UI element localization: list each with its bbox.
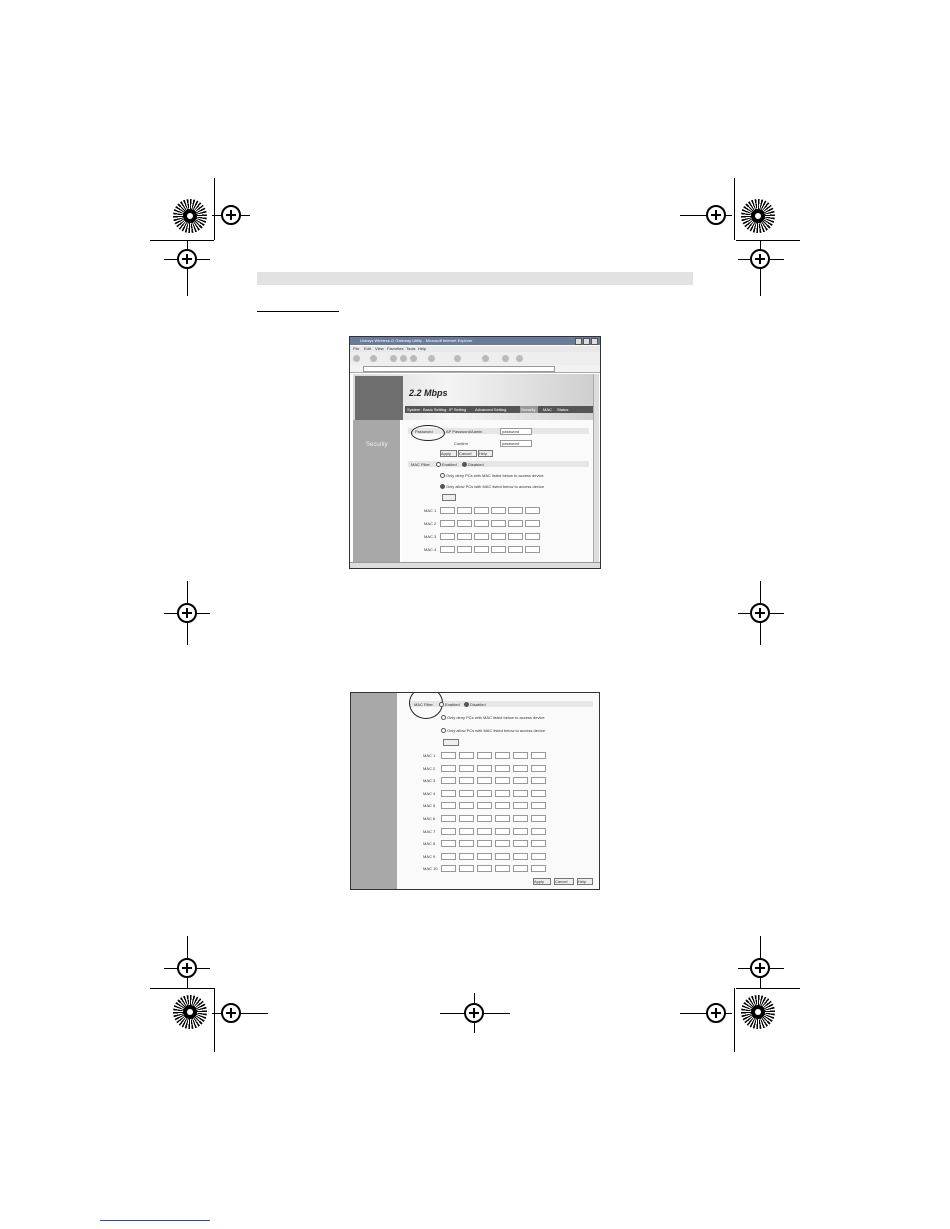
menu-favorites[interactable]: Favorites (387, 346, 404, 351)
mac-octet-input[interactable] (477, 828, 492, 835)
mac-filter-disabled-radio[interactable] (464, 702, 469, 707)
mac-octet-input[interactable] (477, 853, 492, 860)
browser-screenshot (349, 336, 601, 569)
mac-octet-input[interactable] (441, 853, 456, 860)
mac-row-label: MAC 2 (424, 521, 437, 526)
mac-octet-input[interactable] (459, 765, 474, 772)
mac-octet-input[interactable] (474, 507, 489, 514)
mac-row-label: MAC 4 (423, 790, 436, 796)
allow-radio[interactable] (441, 728, 446, 733)
mac-octet-input[interactable] (441, 802, 456, 809)
mac-octet-input[interactable] (491, 507, 506, 514)
crop-line (214, 988, 215, 1052)
page-select[interactable] (442, 494, 456, 501)
registration-mark-icon (221, 205, 241, 225)
mac-octet-input[interactable] (531, 802, 546, 809)
registration-mark-icon (177, 249, 197, 269)
mac-octet-input[interactable] (441, 840, 456, 847)
mac-octet-input[interactable] (495, 752, 510, 759)
enabled-label: Enabled (442, 462, 457, 467)
mac-octet-input[interactable] (474, 520, 489, 527)
mac-octet-input[interactable] (491, 546, 506, 553)
mac-octet-input[interactable] (513, 765, 528, 772)
starburst-mark-icon (741, 995, 775, 1029)
cancel-button[interactable] (458, 450, 477, 457)
allow-text: Only allow PCs with MAC listed below to access device (447, 728, 546, 733)
address-input[interactable] (363, 366, 555, 372)
media-icon[interactable] (482, 355, 489, 362)
registration-mark-icon (750, 249, 770, 269)
mac-row-label: MAC 3 (424, 534, 437, 539)
mac-octet-input[interactable] (491, 533, 506, 540)
mac-octet-input[interactable] (525, 533, 540, 540)
registration-mark-icon (464, 1003, 484, 1023)
window-title: Linksys Wireless-G Gateway Utility - Microsoft Internet Explorer (360, 338, 473, 343)
crop-line (150, 240, 214, 241)
mac-octet-input[interactable] (440, 520, 455, 527)
mac-octet-input[interactable] (459, 815, 474, 822)
mac-octet-input[interactable] (531, 752, 546, 759)
page-select[interactable] (443, 739, 459, 746)
mac-octet-input[interactable] (531, 828, 546, 835)
enabled-label: Enabled (445, 702, 460, 707)
mac-octet-input[interactable] (457, 507, 472, 514)
home-icon[interactable] (410, 355, 417, 362)
stop-icon[interactable] (390, 355, 397, 362)
crop-line (736, 988, 800, 989)
mac-octet-input[interactable] (508, 507, 523, 514)
back-icon[interactable] (353, 355, 360, 362)
mac-filter-disabled-radio[interactable] (462, 462, 467, 467)
crop-line (150, 988, 214, 989)
mac-octet-input[interactable] (441, 828, 456, 835)
deny-radio[interactable] (441, 715, 446, 720)
mac-octet-input[interactable] (477, 790, 492, 797)
mac-row-label: MAC 6 (423, 816, 436, 821)
mac-row-label: MAC 8 (423, 841, 436, 847)
mac-octet-input[interactable] (531, 790, 546, 797)
window-titlebar (350, 337, 600, 345)
mac-octet-input[interactable] (495, 802, 510, 809)
mac-filter-enabled-radio[interactable] (439, 702, 444, 707)
apply-button[interactable] (533, 878, 551, 885)
crop-line (214, 178, 215, 240)
favorites-icon[interactable] (454, 355, 461, 362)
mac-octet-input[interactable] (459, 865, 474, 872)
menu-view[interactable]: View (375, 346, 384, 351)
mac-octet-input[interactable] (441, 752, 456, 759)
browser-toolbar (350, 352, 600, 366)
content-panel (402, 420, 593, 562)
mac-octet-input[interactable] (477, 815, 492, 822)
mail-icon[interactable] (502, 355, 509, 362)
help-button[interactable] (577, 878, 593, 885)
registration-mark-icon (177, 958, 197, 978)
mac-octet-input[interactable] (525, 546, 540, 553)
mac-octet-input[interactable] (531, 777, 546, 784)
header-band (257, 272, 693, 285)
apply-label: Apply (534, 879, 545, 884)
mac-row-label: MAC 10 (423, 866, 438, 872)
sidebar-label: Security (366, 442, 388, 448)
mac-octet-input[interactable] (477, 865, 492, 872)
mac-octet-input[interactable] (440, 533, 455, 540)
banner-photo (355, 376, 403, 420)
mac-octet-input[interactable] (477, 802, 492, 809)
content-panel (397, 693, 599, 889)
mac-octet-input[interactable] (474, 533, 489, 540)
mac-octet-input[interactable] (495, 865, 510, 872)
mac-octet-input[interactable] (531, 765, 546, 772)
mac-row-label: MAC 5 (423, 803, 436, 809)
mac-octet-input[interactable] (513, 853, 528, 860)
deny-text: Only deny PCs with MAC listed below to access device (446, 473, 544, 478)
mac-octet-input[interactable] (477, 777, 492, 784)
mac-octet-input[interactable] (477, 752, 492, 759)
print-icon[interactable] (516, 355, 523, 362)
registration-mark-icon (750, 958, 770, 978)
mac-octet-input[interactable] (513, 777, 528, 784)
apply-button[interactable] (440, 450, 457, 457)
link-underline (100, 1220, 210, 1221)
mac-octet-input[interactable] (459, 777, 474, 784)
nav-ip-setting[interactable]: IP Setting (449, 407, 467, 412)
deny-radio[interactable] (440, 473, 445, 478)
mac-octet-input[interactable] (495, 853, 510, 860)
mac-row-label: MAC 2 (423, 765, 436, 771)
nav-status[interactable]: Status (557, 407, 569, 412)
forward-icon[interactable] (370, 355, 377, 362)
mac-octet-input[interactable] (513, 802, 528, 809)
mac-octet-input[interactable] (459, 790, 474, 797)
help-label: Help (578, 879, 587, 884)
registration-mark-icon (177, 603, 197, 623)
crop-line (736, 240, 800, 241)
mac-octet-input[interactable] (495, 815, 510, 822)
registration-mark-icon (750, 603, 770, 623)
starburst-mark-icon (173, 199, 207, 233)
mac-octet-input[interactable] (441, 815, 456, 822)
mac-octet-input[interactable] (440, 546, 455, 553)
refresh-icon[interactable] (400, 355, 407, 362)
allow-radio[interactable] (440, 484, 445, 489)
sidebar (353, 420, 400, 562)
mac-octet-input[interactable] (459, 853, 474, 860)
registration-mark-icon (706, 1003, 726, 1023)
mac-octet-input[interactable] (513, 828, 528, 835)
deny-text: Only deny PCs with MAC listed below to access device (447, 715, 545, 720)
mac-filter-enabled-radio[interactable] (436, 462, 441, 467)
mac-row-label: MAC 7 (423, 828, 436, 834)
mac-octet-input[interactable] (508, 520, 523, 527)
apply-label: Apply (441, 451, 452, 456)
mac-row-label: MAC 4 (424, 547, 437, 552)
mac-octet-input[interactable] (495, 777, 510, 784)
search-icon[interactable] (428, 355, 435, 362)
mac-octet-input[interactable] (457, 520, 472, 527)
mac-octet-input[interactable] (477, 840, 492, 847)
help-button[interactable] (478, 450, 493, 457)
menu-tools[interactable]: Tools (406, 346, 416, 351)
mac-octet-input[interactable] (457, 546, 472, 553)
mac-octet-input[interactable] (508, 533, 523, 540)
mac-octet-input[interactable] (440, 507, 455, 514)
cancel-label: Cancel (459, 451, 472, 456)
mac-row-label: MAC 1 (423, 753, 436, 758)
mac-octet-input[interactable] (525, 507, 540, 514)
mac-octet-input[interactable] (459, 802, 474, 809)
address-bar (350, 365, 600, 373)
mac-octet-input[interactable] (513, 790, 528, 797)
mac-octet-input[interactable] (459, 828, 474, 835)
mac-octet-input[interactable] (441, 865, 456, 872)
close-icon[interactable] (591, 338, 598, 345)
nav-mac[interactable]: MAC (543, 407, 552, 412)
status-bar (350, 562, 600, 568)
crop-line (734, 178, 735, 240)
nav-basic-setting[interactable]: Basic Setting (423, 407, 447, 412)
maximize-icon[interactable] (583, 338, 590, 345)
mac-filter-label: MAC Filter (414, 702, 433, 707)
nav-system[interactable]: System (407, 407, 421, 412)
banner (353, 374, 593, 420)
cancel-label: Cancel (555, 879, 568, 884)
mac-octet-input[interactable] (531, 840, 546, 847)
menu-edit[interactable]: Edit (364, 346, 371, 351)
help-label: Help (479, 451, 488, 456)
mac-octet-input[interactable] (513, 865, 528, 872)
scrollbar[interactable] (593, 374, 599, 562)
mac-row-label: MAC 1 (424, 508, 437, 513)
mac-octet-input[interactable] (441, 765, 456, 772)
sidebar (351, 693, 397, 889)
mac-row-label: MAC 3 (423, 778, 436, 784)
mac-filter-screenshot (350, 692, 600, 890)
mac-octet-input[interactable] (441, 790, 456, 797)
confirm-value: password (502, 441, 520, 446)
confirm-label: Confirm (454, 441, 469, 446)
mac-octet-input[interactable] (459, 840, 474, 847)
mac-octet-input[interactable] (441, 777, 456, 784)
password-label: AP Password/Admin (446, 429, 483, 434)
mac-octet-input[interactable] (495, 765, 510, 772)
nav-security[interactable]: Security (521, 407, 536, 412)
menu-file[interactable]: File (353, 346, 360, 351)
menu-help[interactable]: Help (418, 346, 427, 351)
mac-octet-input[interactable] (513, 752, 528, 759)
mac-octet-input[interactable] (513, 815, 528, 822)
mac-octet-input[interactable] (531, 865, 546, 872)
mac-row-label: MAC 9 (423, 853, 436, 859)
password-value: password (502, 429, 520, 434)
mac-octet-input[interactable] (491, 520, 506, 527)
mac-octet-input[interactable] (477, 765, 492, 772)
password-tab-label: Password (415, 429, 433, 434)
mac-octet-input[interactable] (508, 546, 523, 553)
registration-mark-icon (221, 1003, 241, 1023)
mac-octet-input[interactable] (531, 853, 546, 860)
mac-octet-input[interactable] (474, 546, 489, 553)
nav-advanced-setting[interactable]: Advanced Setting (475, 407, 507, 412)
mac-octet-input[interactable] (495, 790, 510, 797)
mac-octet-input[interactable] (459, 752, 474, 759)
section-rule (257, 311, 339, 312)
disabled-label: Disabled (468, 462, 484, 467)
starburst-mark-icon (741, 199, 775, 233)
mac-octet-input[interactable] (495, 840, 510, 847)
cancel-button[interactable] (554, 878, 574, 885)
mac-octet-input[interactable] (525, 520, 540, 527)
allow-text: Only allow PCs with MAC listed below to access device (446, 484, 545, 489)
crop-line (734, 988, 735, 1052)
registration-mark-icon (706, 205, 726, 225)
minimize-icon[interactable] (575, 338, 582, 345)
mac-octet-input[interactable] (457, 533, 472, 540)
starburst-mark-icon (173, 995, 207, 1029)
mac-octet-input[interactable] (513, 840, 528, 847)
nav-bar (405, 406, 593, 413)
mac-octet-input[interactable] (531, 815, 546, 822)
brand-logo: 2.2 Mbps (409, 388, 448, 398)
disabled-label: Disabled (470, 702, 486, 707)
mac-octet-input[interactable] (495, 828, 510, 835)
mac-filter-label: MAC Filter (411, 462, 430, 467)
